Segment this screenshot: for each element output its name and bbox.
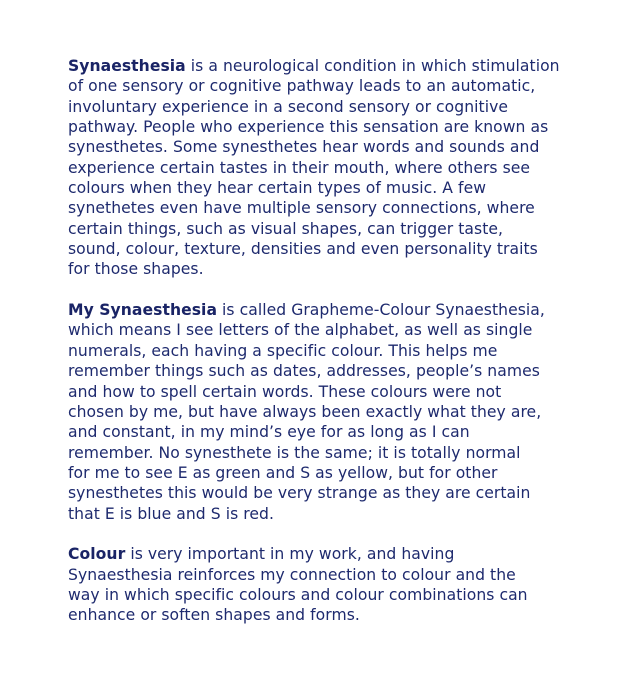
text-line: for me to see E as green and S as yellow, but for other (68, 463, 498, 482)
text-line: which means I see letters of the alphabet, as well as single (68, 321, 533, 340)
text-line: for those shapes. (68, 260, 204, 279)
text-line: numerals, each having a specific colour. This helps me (68, 341, 498, 360)
lead-term: Colour (68, 545, 126, 564)
text-run: is very important in my work, and having (125, 545, 455, 564)
document-body (68, 56, 588, 646)
lead-term: My Synaesthesia (68, 301, 218, 320)
paragraph-synaesthesia-definition (68, 56, 588, 280)
text-line: certain things, such as visual shapes, can trigger taste, (68, 219, 504, 238)
text-line: and how to spell certain words. These colours were not (68, 382, 502, 401)
paragraph-colour (68, 544, 588, 625)
text-line: enhance or soften shapes and forms. (68, 606, 360, 625)
lead-term: Synaesthesia (68, 57, 186, 75)
text-line: synethetes even have multiple sensory connections, where (68, 199, 535, 218)
text-run: is called Grapheme-Colour Synaesthesia, (217, 301, 545, 320)
text-line: of one sensory or cognitive pathway leads to an automatic, (68, 77, 536, 96)
text-line (68, 300, 588, 320)
text-line: synesthetes this would be very strange as they are certain (68, 484, 531, 503)
text-line: colours when they hear certain types of music. A few (68, 179, 487, 198)
text-line: pathway. People who experience this sensation are known as (68, 118, 549, 137)
text-line: chosen by me, but have always been exactly what they are, (68, 402, 542, 421)
text-line: and constant, in my mind’s eye for as long as I can (68, 423, 470, 442)
text-line: that E is blue and S is red. (68, 504, 274, 523)
text-line: remember. No synesthete is the same; it is totally normal (68, 443, 521, 462)
text-run: is a neurological condition in which stimulation (185, 57, 560, 75)
text-line: way in which specific colours and colour combinations can (68, 585, 528, 604)
text-line: remember things such as dates, addresses, people’s names (68, 362, 540, 381)
text-line (68, 56, 588, 76)
text-line: Synaesthesia reinforces my connection to colour and the (68, 565, 516, 584)
text-line: experience certain tastes in their mouth, where others see (68, 158, 531, 177)
text-line (68, 544, 588, 564)
paragraph-my-synaesthesia (68, 300, 588, 524)
text-line: involuntary experience in a second sensory or cognitive (68, 97, 509, 116)
text-line: sound, colour, texture, densities and even personality traits (68, 240, 538, 259)
text-line: synesthetes. Some synesthetes hear words and sounds and (68, 138, 540, 157)
